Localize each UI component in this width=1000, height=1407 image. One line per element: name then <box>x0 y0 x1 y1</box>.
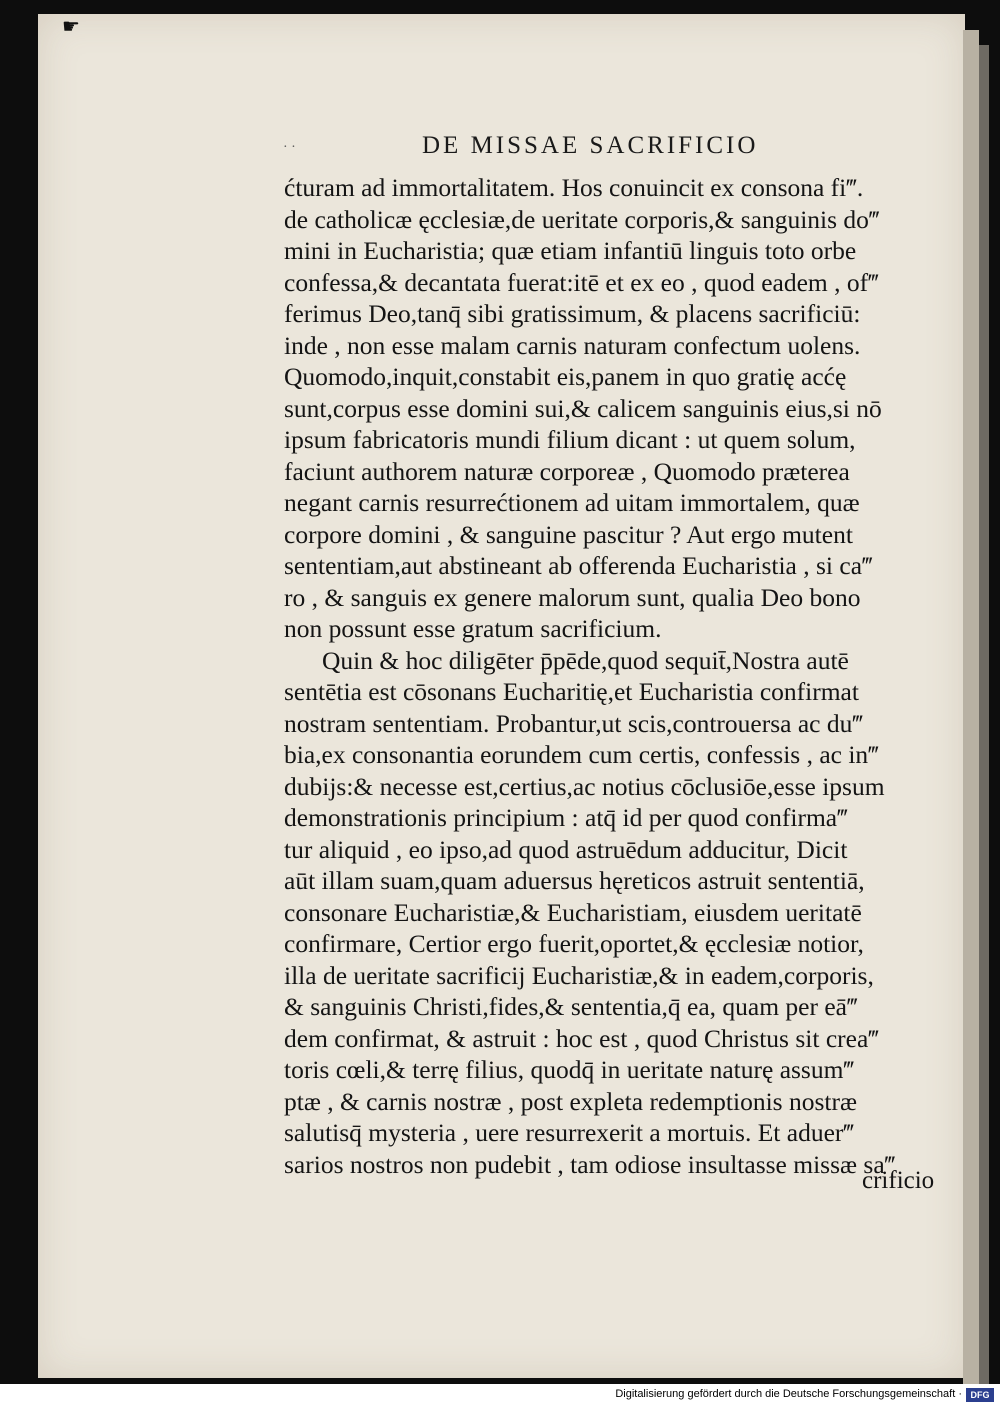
text-line: inde , non esse malam carnis naturam confectum uolens. <box>284 330 861 360</box>
text-line: dem confirmat, & astruit : hoc est , quod Christus sit crea‴ <box>284 1023 879 1053</box>
text-line: tur aliquid , eo ipso,ad quod astruēdum adducitur, Dicit <box>284 834 848 864</box>
text-line: Quomodo,inquit,constabit eis,panem in quo gratię acćę <box>284 362 847 391</box>
catchword: crificio <box>862 1167 935 1194</box>
text-line: mini in Eucharistia; quæ etiam infantiū linguis toto orbe <box>284 236 857 265</box>
text-line: confirmare, Certior ergo fuerit,oportet,& ęcclesiæ notior, <box>284 929 864 958</box>
text-line: toris cœli,& terrę filius, quodq̄ in ueritate naturę assum‴ <box>284 1055 855 1084</box>
text-line: ptæ , & carnis nostræ , post expleta redemptionis nostræ <box>284 1086 857 1116</box>
funding-credit: Digitalisierung gefördert durch die Deutsche Forschungsgemeinschaft · <box>615 1388 962 1400</box>
text-line: dubijs:& necesse est,certius,ac notius cōclusiōe,esse ipsum <box>284 771 885 801</box>
text-line: & sanguinis Christi,fides,& sententia,q̄ ea, quam per eā‴ <box>284 992 858 1021</box>
text-line: ro , & sanguis ex genere malorum sunt, qualia Deo bono <box>284 582 861 612</box>
text-line: sentētia est cōsonans Eucharitię,et Eucharistia confirmat <box>284 677 859 706</box>
dfg-logo-icon: DFG <box>966 1388 994 1402</box>
paragraph-start-line: Quin & hoc diligēter p̄pēde,quod sequit̄,Nostra autē <box>322 645 849 675</box>
text-line: confessa,& decantata fuerat:itē et ex eo , quod eadem , of‴ <box>284 267 879 297</box>
text-line: demonstrationis principium : atq̄ id per quod confirma‴ <box>284 803 848 832</box>
text-line: aūt illam suam,quam aduersus hęreticos astruit sententiā, <box>284 866 865 895</box>
page-edge-shadow <box>979 45 989 1384</box>
page-edge <box>963 30 979 1384</box>
text-line: ćturam ad immortalitatem. Hos conuincit ex consona fi‴. <box>284 173 864 202</box>
text-line: non possunt esse gratum sacrificium. <box>284 614 662 643</box>
text-line: de catholicæ ęcclesiæ,de ueritate corporis,& sanguinis do‴ <box>284 204 880 234</box>
text-line: illa de ueritate sacrificij Eucharistiæ,& in eadem,corporis, <box>284 960 874 990</box>
text-line: faciunt authorem naturæ corporeæ , Quomodo præterea <box>284 456 850 486</box>
text-line: ferimus Deo,tanq̄ sibi gratissimum, & placens sacrificiū: <box>284 299 861 328</box>
text-line: bia,ex consonantia eorundem cum certis, confessis , ac in‴ <box>284 740 879 769</box>
text-line: ipsum fabricatoris mundi filium dicant : ut quem solum, <box>284 425 856 454</box>
text-line: salutisq̄ mysteria , uere resurrexerit a mortuis. Et aduer‴ <box>284 1118 855 1147</box>
text-line: corpore domini , & sanguine pascitur ? Aut ergo mutent <box>284 519 853 549</box>
text-line: negant carnis resurrećtionem ad uitam immortalem, quæ <box>284 488 860 517</box>
running-head: DE MISSAE SACRIFICIO <box>422 132 759 159</box>
text-line: nostram sententiam. Probantur,ut scis,controuersa ac du‴ <box>284 708 863 738</box>
text-line: sententiam,aut abstineant ab offerenda Eucharistia , si ca‴ <box>284 551 873 580</box>
text-line: sarios nostros non pudebit , tam odiose insultasse missæ sa‴ <box>284 1149 896 1179</box>
text-line: sunt,corpus esse domini sui,& calicem sanguinis eius,si nō <box>284 393 882 423</box>
printer-ornament-icon: ☛ <box>62 16 80 38</box>
head-mark: · · <box>283 140 296 155</box>
text-line: consonare Eucharistiæ,& Eucharistiam, eiusdem ueritatē <box>284 897 862 927</box>
body-text <box>284 172 944 1180</box>
footer-bar <box>0 1384 1000 1407</box>
